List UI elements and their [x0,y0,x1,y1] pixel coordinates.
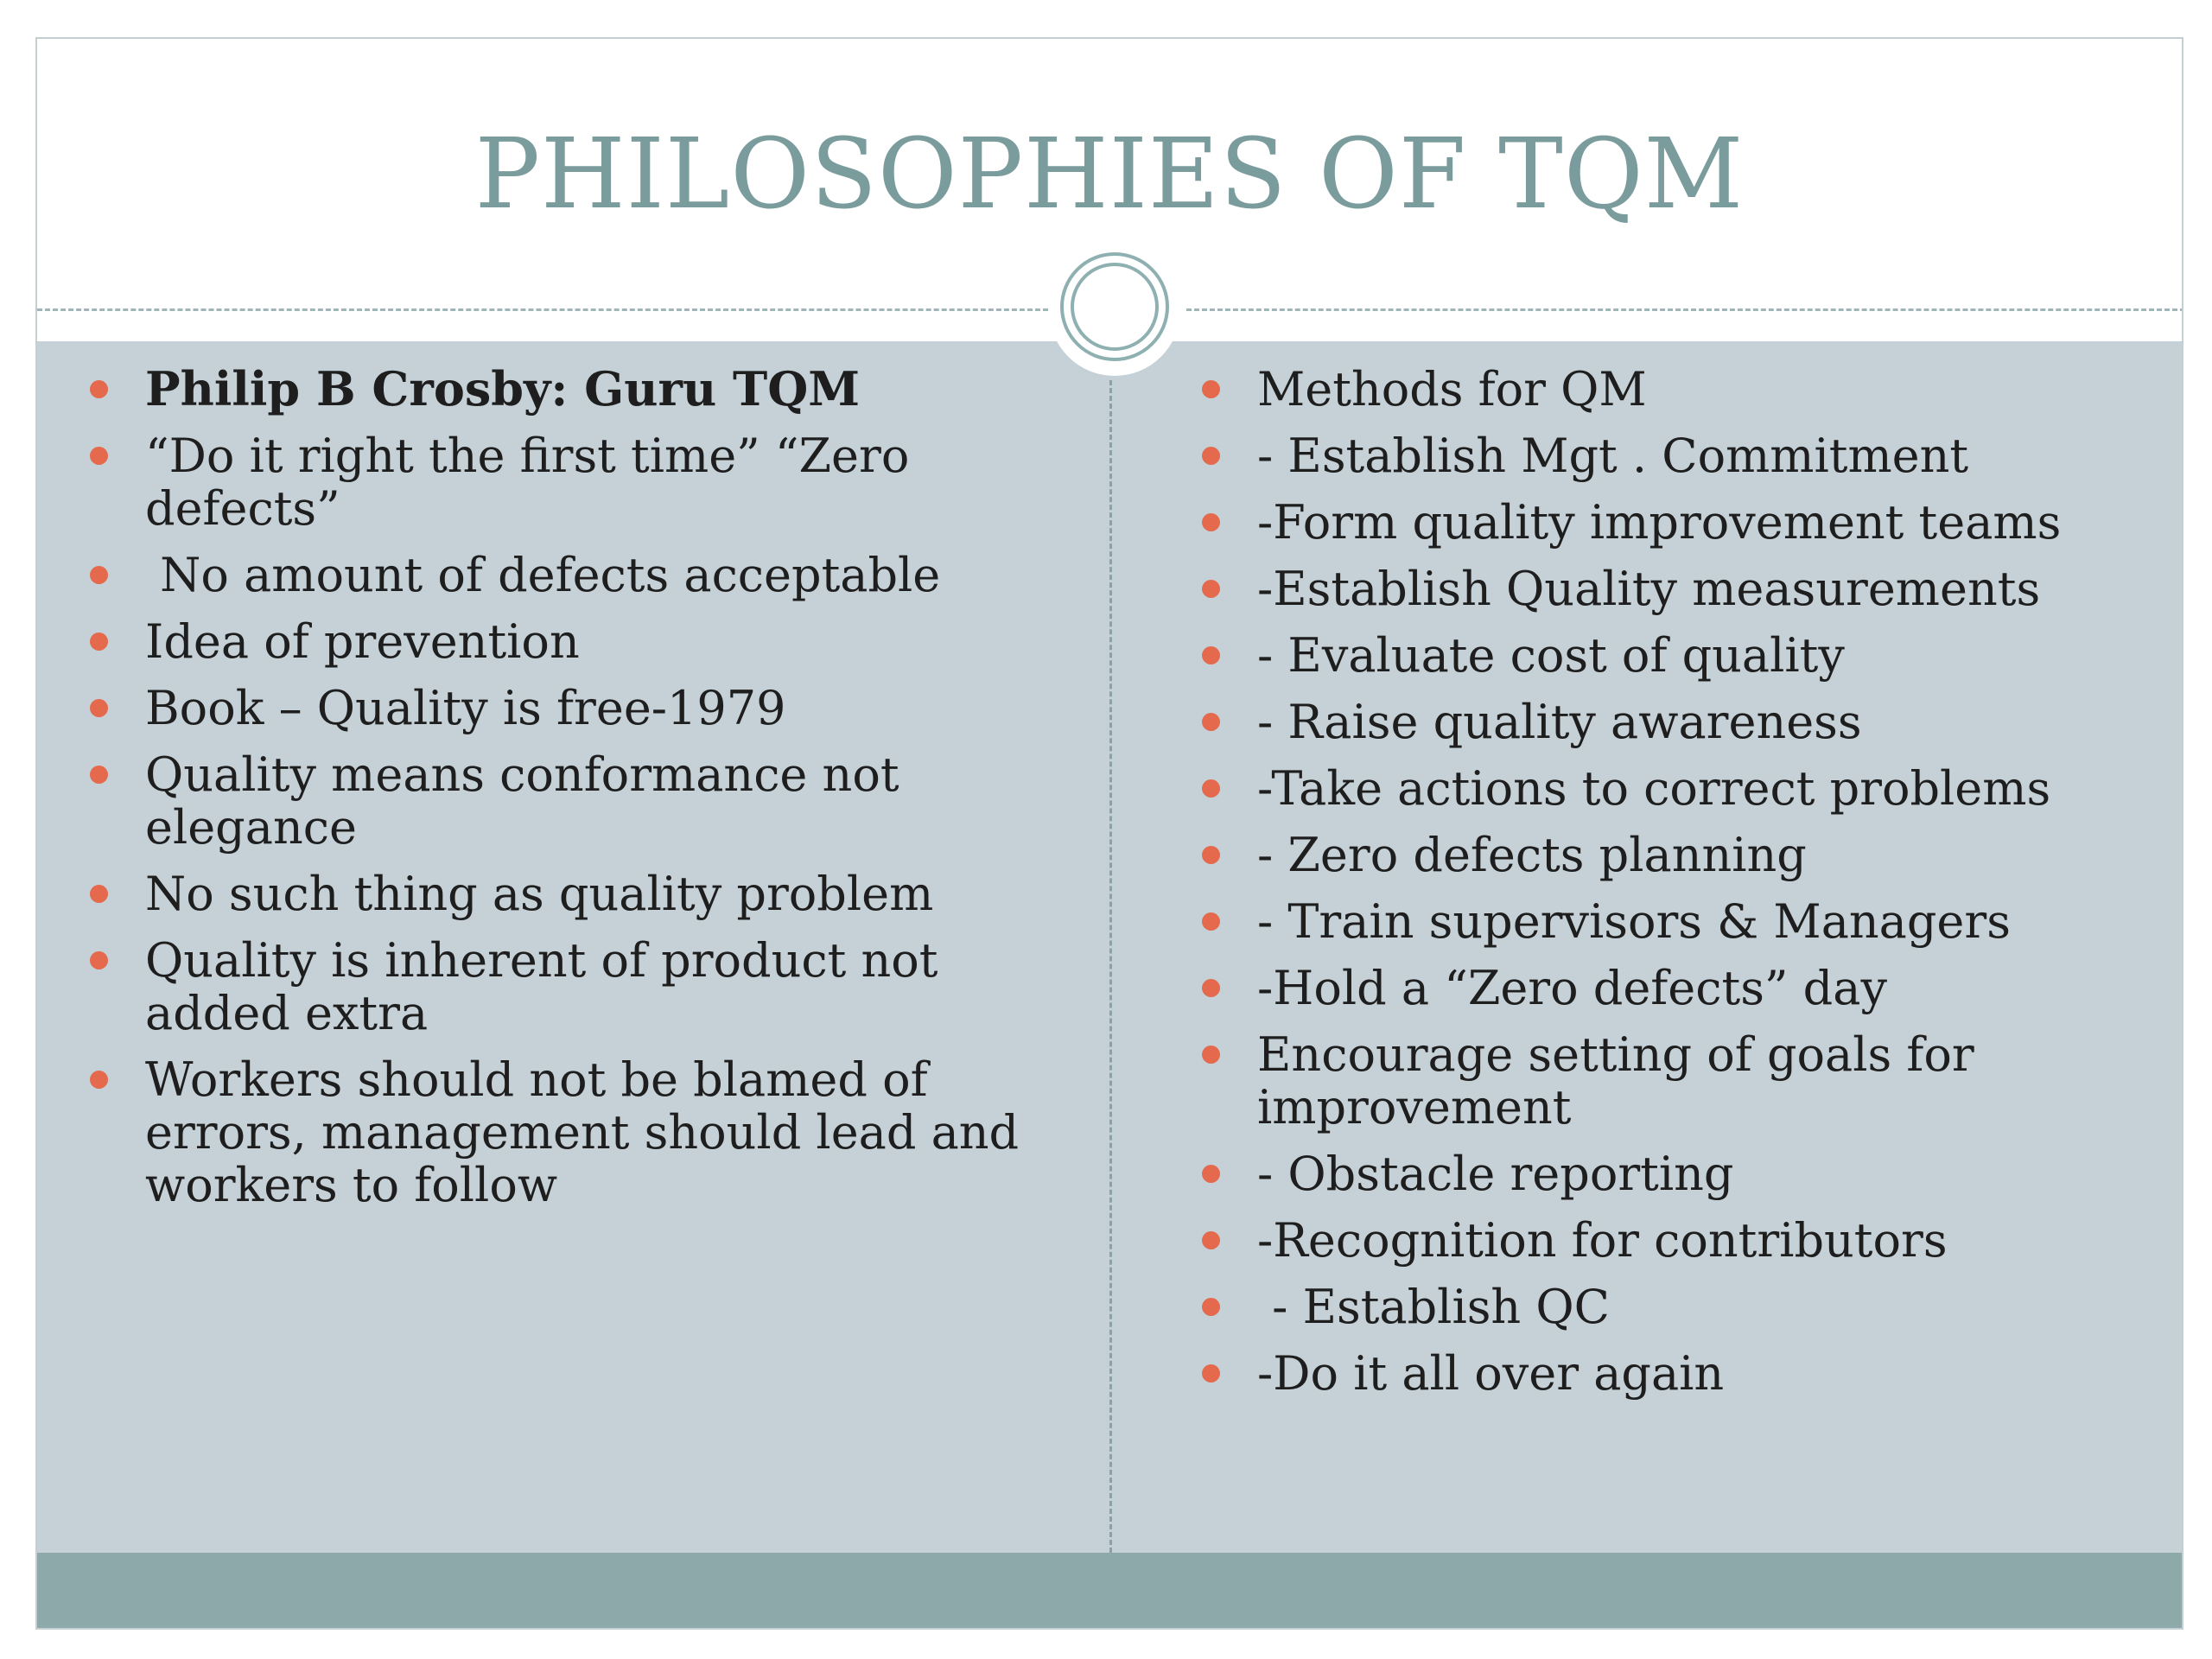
list-item [145,363,1087,416]
left-bullet-list [145,363,1087,1225]
list-item [1257,1028,2173,1134]
list-item-text: - Zero defects planning [1257,828,1807,883]
header-divider-left [37,308,1048,311]
list-item [1257,762,2173,815]
list-item-text: -Form quality improvement teams [1257,495,2062,550]
list-item-text: - Raise quality awareness [1257,695,1862,750]
bullet-icon [1202,1214,1223,1266]
list-item [1257,829,2173,881]
list-item-text: Methods for QM [1257,362,1647,416]
list-item [1257,962,2173,1014]
bullet-icon [1202,429,1223,481]
bullet-icon [1202,363,1223,415]
list-item [1257,563,2173,615]
list-item [145,549,1087,601]
list-item-text: -Take actions to correct problems [1257,761,2051,817]
bullet-icon [90,429,111,481]
list-item-text: Workers should not be blamed of errors, management should lead and workers to follow [145,1052,1020,1213]
column-divider [1109,380,1112,1553]
list-item [1257,496,2173,549]
list-item [145,429,1087,535]
bullet-icon [1202,1028,1223,1080]
list-item [1257,895,2173,948]
list-item-text: Idea of prevention [145,614,580,670]
bullet-icon [90,868,111,919]
list-item [145,1053,1087,1211]
bullet-icon [90,934,111,986]
list-item-text: No amount of defects acceptable [145,548,941,603]
bullet-icon [90,363,111,415]
list-item-text: -Establish Quality measurements [1257,562,2041,617]
list-item-text: Philip B Crosby: Guru TQM [145,361,861,416]
list-item-text: Encourage setting of goals for improvement [1257,1027,1974,1135]
list-item-text: -Hold a “Zero defects” day [1257,961,1887,1016]
ornament-inner-ring-icon [1071,263,1159,351]
bullet-icon [1202,629,1223,681]
slide [35,37,2183,1630]
bullet-icon [1202,496,1223,548]
list-item [1257,629,2173,682]
list-item-text: -Recognition for contributors [1257,1213,1948,1268]
bullet-icon [1202,762,1223,814]
list-item [145,682,1087,734]
list-item-text: - Establish Mgt . Commitment [1257,429,1969,484]
bullet-icon [1202,1147,1223,1199]
bullet-icon [1202,829,1223,880]
bullet-icon [1202,696,1223,747]
bullet-icon [1202,1281,1223,1332]
list-item-text: - Obstacle reporting [1257,1147,1734,1202]
list-item [145,868,1087,920]
list-item-text: -Do it all over again [1257,1346,1725,1402]
list-item [1257,1147,2173,1200]
list-item-text: - Train supervisors & Managers [1257,894,2011,950]
header-divider-right [1186,308,2183,311]
bullet-icon [1202,1347,1223,1399]
bullet-icon [90,1053,111,1105]
bullet-icon [1202,895,1223,947]
list-item [1257,1281,2173,1333]
bullet-icon [90,549,111,601]
list-item-text: - Establish QC [1257,1280,1610,1335]
list-item-text: - Evaluate cost of quality [1257,628,1845,683]
list-item-text: No such thing as quality problem [145,867,934,922]
bullet-icon [1202,563,1223,614]
footer-bar [37,1553,2182,1630]
list-item [145,615,1087,668]
bullet-icon [90,682,111,734]
list-item [1257,363,2173,416]
list-item-text: Quality is inherent of product not added extra [145,933,938,1041]
slide-title: PHILOSOPHIES OF TQM [474,118,1745,231]
list-item [1257,429,2173,482]
bullet-icon [1202,962,1223,1014]
bullet-icon [90,615,111,667]
list-item-text: “Do it right the first time” “Zero defects” [145,429,910,537]
list-item [1257,696,2173,748]
list-item [145,934,1087,1039]
list-item-text: Quality means conformance not elegance [145,747,899,855]
list-item [1257,1347,2173,1400]
bullet-icon [90,748,111,800]
list-item [1257,1214,2173,1267]
right-bullet-list [1257,363,2173,1414]
list-item [145,748,1087,854]
list-item-text: Book – Quality is free-1979 [145,681,786,736]
